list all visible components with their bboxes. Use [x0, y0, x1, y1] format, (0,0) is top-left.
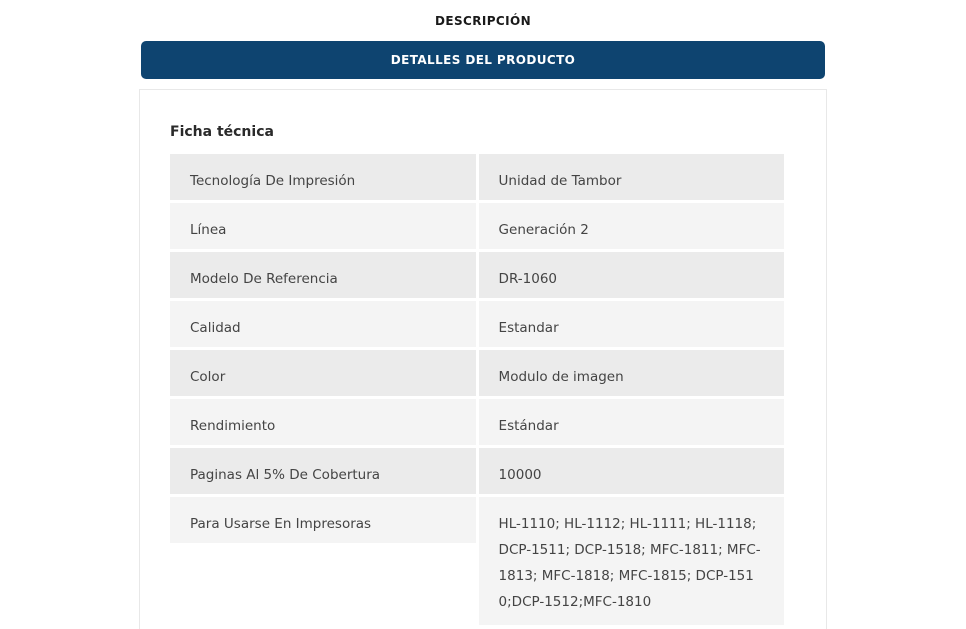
tab-product-details[interactable]: DETALLES DEL PRODUCTO — [141, 41, 825, 79]
spec-key-cell — [170, 497, 476, 625]
spec-key: Para Usarse En Impresoras — [170, 497, 476, 543]
spec-sheet-title: Ficha técnica — [170, 124, 274, 140]
spec-value: Unidad de Tambor — [479, 154, 784, 200]
tab-description[interactable]: DESCRIPCIÓN — [434, 14, 532, 28]
spec-value: Estandar — [479, 301, 784, 347]
spec-value: HL-1110; HL-1112; HL-1111; HL-1118; DCP-1511; DCP-1518; MFC-1811; MFC-1813; MFC-1818; MFC-1815; DCP-1510;DCP-1512;MFC-1810 — [479, 497, 784, 625]
spec-value: Modulo de imagen — [479, 350, 784, 396]
spec-key: Rendimiento — [170, 399, 476, 445]
spec-row — [170, 154, 784, 200]
spec-key: Tecnología De Impresión — [170, 154, 476, 200]
spec-row — [170, 301, 784, 347]
spec-row — [170, 497, 784, 625]
spec-value: Generación 2 — [479, 203, 784, 249]
details-panel — [139, 89, 827, 629]
spec-row — [170, 448, 784, 494]
spec-key: Color — [170, 350, 476, 396]
spec-value: DR-1060 — [479, 252, 784, 298]
spec-row — [170, 350, 784, 396]
spec-value: Estándar — [479, 399, 784, 445]
spec-row — [170, 399, 784, 445]
spec-key: Paginas Al 5% De Cobertura — [170, 448, 476, 494]
spec-key: Línea — [170, 203, 476, 249]
spec-row — [170, 203, 784, 249]
spec-row — [170, 252, 784, 298]
spec-key: Calidad — [170, 301, 476, 347]
spec-key: Modelo De Referencia — [170, 252, 476, 298]
spec-value: 10000 — [479, 448, 784, 494]
spec-table — [167, 151, 787, 628]
